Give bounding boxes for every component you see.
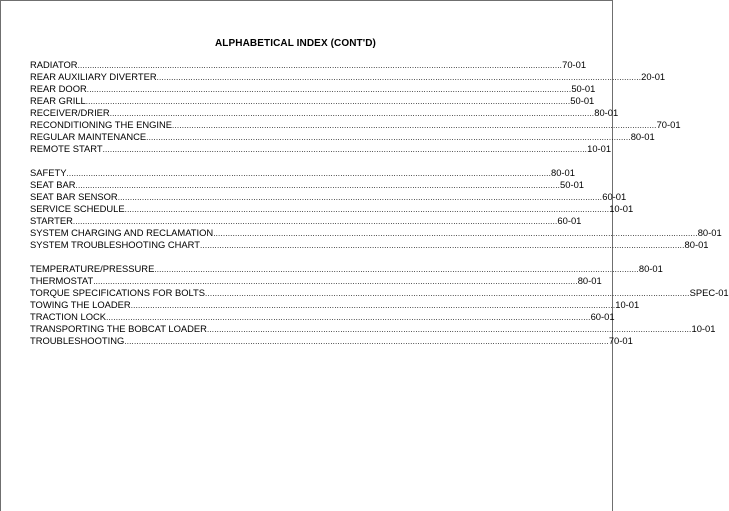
index-entry (30, 59, 587, 71)
index-entry (30, 239, 709, 251)
index-entry-page: 80-01 (577, 275, 602, 286)
index-entry-label: SERVICE SCHEDULE (30, 203, 125, 214)
dot-leader: ........................................................................................................................................................................................................ (72, 217, 558, 226)
index-entry (30, 215, 582, 227)
page-title: ALPHABETICAL INDEX (CONT'D) (214, 38, 376, 49)
index-entry-label: REAR DOOR (30, 83, 87, 94)
index-entry-page: 20-01 (641, 71, 666, 82)
index-entry-page: 80-01 (594, 107, 619, 118)
dot-leader: ........................................................................................................................................................................................................ (154, 265, 639, 274)
dot-leader: ........................................................................................................................................................................................................ (86, 85, 572, 94)
index-entry-page: SPEC-01 (689, 287, 729, 298)
index-entry-label: THERMOSTAT (30, 275, 94, 286)
index-entry (30, 335, 633, 347)
index-entry-page: 80-01 (684, 239, 709, 250)
index-entry-label: SAFETY (30, 167, 67, 178)
index-entry-page: 80-01 (551, 167, 575, 178)
index-entry-page: 60-01 (557, 215, 582, 226)
dot-leader: ........................................................................................................................................................................................................ (102, 145, 588, 154)
index-entry-label: REMOTE START (30, 143, 103, 154)
index-entry-label: RECEIVER/DRIER (30, 107, 110, 118)
dot-leader: ........................................................................................................................................................................................................ (200, 241, 685, 250)
index-entry-page: 70-01 (562, 59, 587, 70)
index-entry (30, 227, 722, 239)
index-entry-label: SYSTEM TROUBLESHOOTING CHART (30, 239, 200, 250)
index-entry-label: REAR GRILL (30, 95, 86, 106)
index-entry-label: TEMPERATURE/PRESSURE (30, 263, 155, 274)
dot-leader: ........................................................................................................................................................................................................ (124, 337, 609, 346)
index-entry-page: 10-01 (615, 299, 640, 310)
index-entry-page: 70-01 (656, 119, 681, 130)
index-entry (30, 167, 575, 179)
index-entry-page: 80-01 (638, 263, 663, 274)
dot-leader: ........................................................................................................................................................................................................ (124, 205, 610, 214)
dot-leader: ........................................................................................................................................................................................................ (109, 109, 595, 118)
index-entry-page: 10-01 (609, 203, 634, 214)
index-entry (30, 143, 612, 155)
index-entry-page: 80-01 (697, 227, 722, 238)
dot-leader: ........................................................................................................................................................................................................ (156, 73, 642, 82)
index-entry (30, 299, 640, 311)
dot-leader: ........................................................................................................................................................................................................ (93, 277, 578, 286)
index-entry-label: TORQUE SPECIFICATIONS FOR BOLTS (30, 287, 206, 298)
index-entry (30, 275, 602, 287)
index-entry-page: 50-01 (560, 179, 585, 190)
index-entry-page: 70-01 (608, 335, 633, 346)
index-entry-page: 50-01 (571, 83, 596, 94)
dot-leader: ........................................................................................................................................................................................................ (75, 181, 561, 190)
index-entry-label: SEAT BAR SENSOR (30, 191, 118, 202)
index-entry-label: RADIATOR (30, 59, 78, 70)
index-entry (30, 263, 663, 275)
index-entry (30, 83, 596, 95)
dot-leader: ........................................................................................................................................................................................................ (130, 301, 616, 310)
index-entry (30, 311, 615, 323)
index-entry (30, 191, 627, 203)
index-group-s (30, 167, 722, 251)
index-entry-label: TRACTION LOCK (30, 311, 107, 322)
dot-leader: ........................................................................................................................................................................................................ (117, 193, 603, 202)
index-entry (30, 71, 666, 83)
dot-leader: ........................................................................................................................................................................................................ (172, 121, 657, 130)
index-entry-label: TROUBLESHOOTING (30, 335, 125, 346)
dot-leader: ........................................................................................................................................................................................................ (106, 313, 591, 322)
index-entry (30, 203, 634, 215)
dot-leader: ........................................................................................................................................................................................................ (206, 325, 692, 334)
dot-leader: ........................................................................................................................................................................................................ (77, 61, 563, 70)
index-entry-label: SYSTEM CHARGING AND RECLAMATION (30, 227, 214, 238)
index-entry-label: SEAT BAR (30, 179, 76, 190)
index-entry-page: 10-01 (587, 143, 612, 154)
index-entry (30, 131, 655, 143)
index-entry-page: 10-01 (691, 323, 716, 334)
index-group-r (30, 59, 681, 155)
index-entry-label: TRANSPORTING THE BOBCAT LOADER (30, 323, 207, 334)
dot-leader: ........................................................................................................................................................................................................ (85, 97, 571, 106)
index-entry-page: 60-01 (602, 191, 627, 202)
index-entry-label: TOWING THE LOADER (30, 299, 131, 310)
index-entry-label: RECONDITIONING THE ENGINE (30, 119, 173, 130)
index-entry-page: 80-01 (630, 131, 655, 142)
dot-leader: ........................................................................................................................................................................................................ (213, 229, 698, 238)
dot-leader: ........................................................................................................................................................................................................ (146, 133, 631, 142)
index-entry (30, 287, 729, 299)
index-entry (30, 179, 585, 191)
index-entry-label: REAR AUXILIARY DIVERTER (30, 71, 157, 82)
index-entry (30, 119, 681, 131)
index-entry-label: REGULAR MAINTENANCE (30, 131, 147, 142)
index-entry (30, 323, 716, 335)
dot-leader: ........................................................................................................................................................................................................ (66, 169, 551, 178)
index-entry (30, 107, 619, 119)
dot-leader: ........................................................................................................................................................................................................ (205, 289, 690, 298)
index-group-t (30, 263, 729, 347)
index-entry-page: 60-01 (590, 311, 615, 322)
index-entry-page: 50-01 (570, 95, 595, 106)
index-entry-label: STARTER (30, 215, 73, 226)
index-entry (30, 95, 595, 107)
